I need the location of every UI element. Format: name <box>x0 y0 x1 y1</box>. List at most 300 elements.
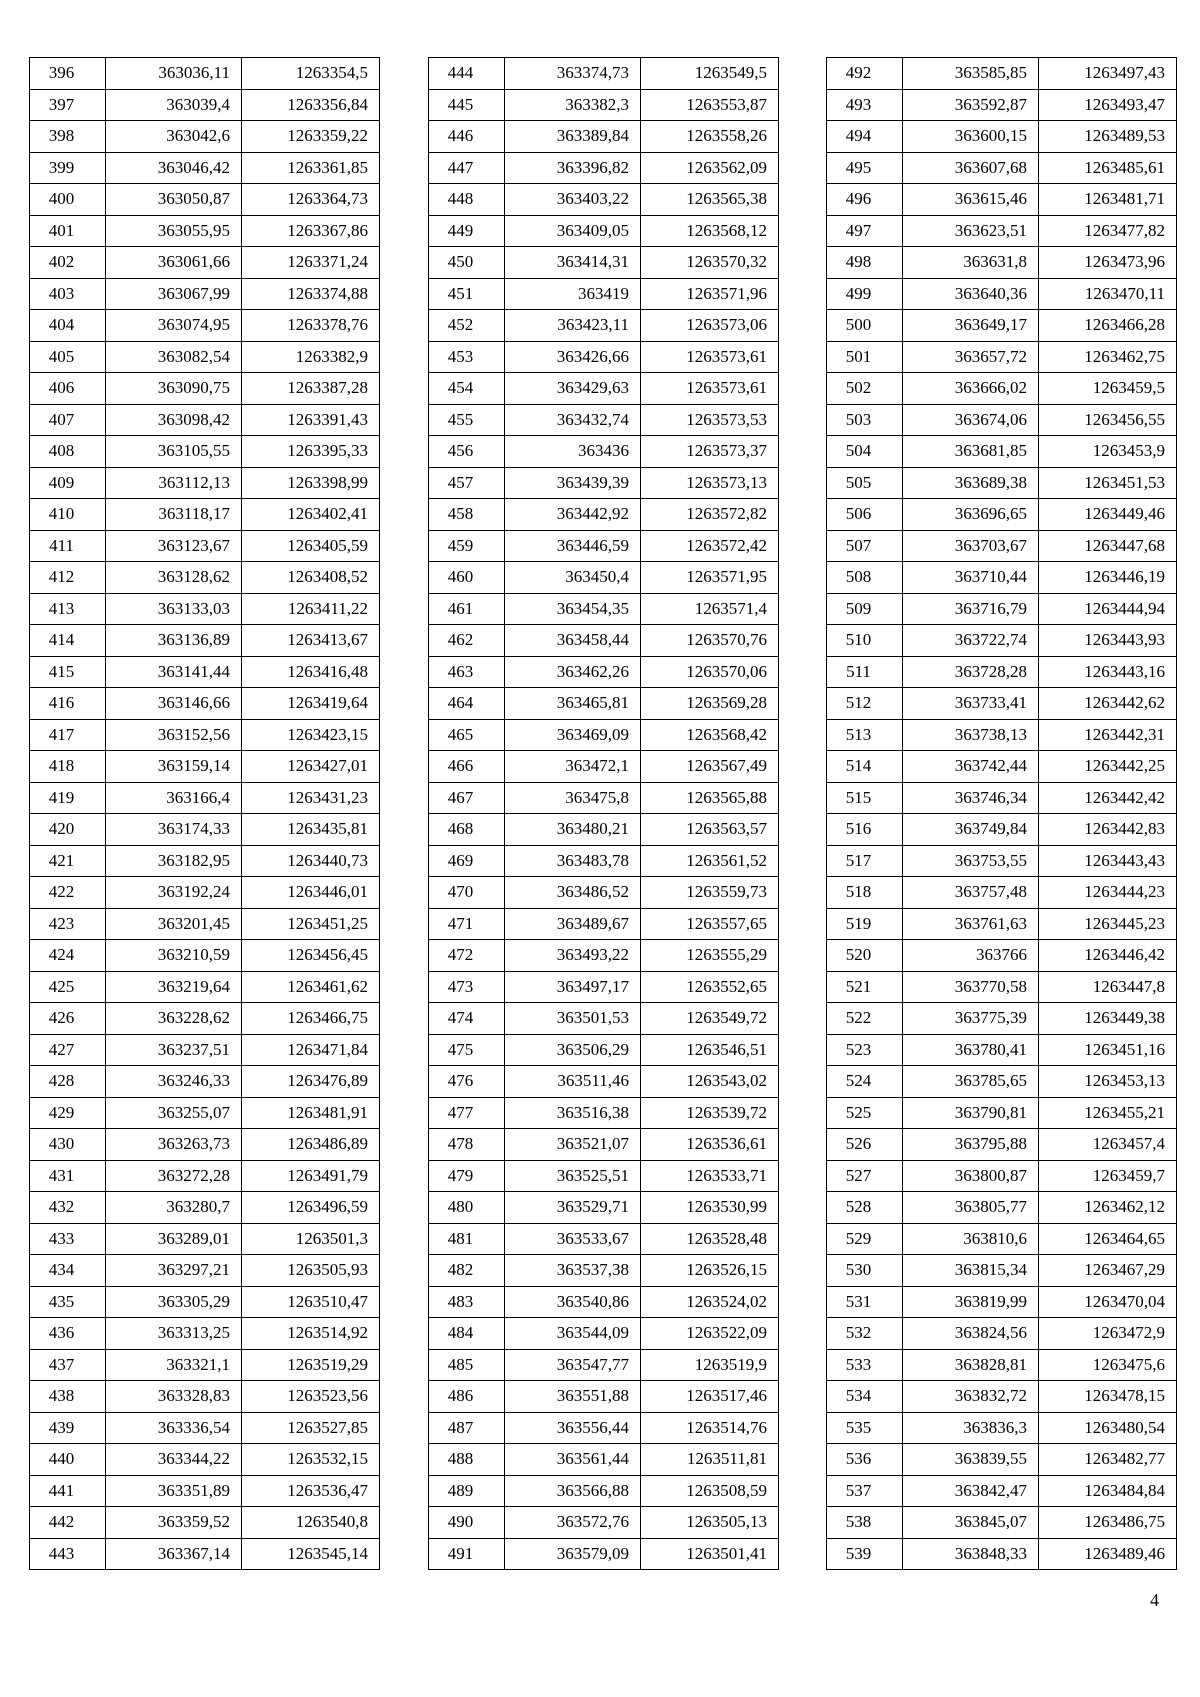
x-coordinate-cell: 363753,55 <box>903 845 1039 877</box>
table-row <box>30 1192 380 1224</box>
x-coordinate-cell: 363436 <box>505 436 641 468</box>
x-coordinate-cell: 363749,84 <box>903 814 1039 846</box>
x-coordinate-cell: 363493,22 <box>505 940 641 972</box>
point-number-cell: 488 <box>429 1444 505 1476</box>
y-coordinate-cell: 1263398,99 <box>242 467 380 499</box>
y-coordinate-cell: 1263555,29 <box>641 940 779 972</box>
point-number-cell: 469 <box>429 845 505 877</box>
table-row <box>30 58 380 90</box>
x-coordinate-cell: 363839,55 <box>903 1444 1039 1476</box>
y-coordinate-cell: 1263570,06 <box>641 656 779 688</box>
table-row <box>827 656 1177 688</box>
table-row <box>827 877 1177 909</box>
table-row <box>30 310 380 342</box>
x-coordinate-cell: 363426,66 <box>505 341 641 373</box>
x-coordinate-cell: 363146,66 <box>106 688 242 720</box>
x-coordinate-cell: 363486,52 <box>505 877 641 909</box>
point-number-cell: 420 <box>30 814 106 846</box>
point-number-cell: 416 <box>30 688 106 720</box>
x-coordinate-cell: 363489,67 <box>505 908 641 940</box>
table-row <box>429 184 779 216</box>
y-coordinate-cell: 1263449,38 <box>1039 1003 1177 1035</box>
coordinate-table-1 <box>29 57 380 1570</box>
x-coordinate-cell: 363556,44 <box>505 1412 641 1444</box>
table-row <box>827 89 1177 121</box>
point-number-cell: 447 <box>429 152 505 184</box>
point-number-cell: 427 <box>30 1034 106 1066</box>
point-number-cell: 424 <box>30 940 106 972</box>
y-coordinate-cell: 1263570,76 <box>641 625 779 657</box>
table-row <box>827 467 1177 499</box>
y-coordinate-cell: 1263405,59 <box>242 530 380 562</box>
x-coordinate-cell: 363439,39 <box>505 467 641 499</box>
y-coordinate-cell: 1263501,3 <box>242 1223 380 1255</box>
point-number-cell: 451 <box>429 278 505 310</box>
x-coordinate-cell: 363666,02 <box>903 373 1039 405</box>
y-coordinate-cell: 1263391,43 <box>242 404 380 436</box>
y-coordinate-cell: 1263435,81 <box>242 814 380 846</box>
table-row <box>827 1286 1177 1318</box>
point-number-cell: 507 <box>827 530 903 562</box>
y-coordinate-cell: 1263562,09 <box>641 152 779 184</box>
y-coordinate-cell: 1263573,13 <box>641 467 779 499</box>
table-row <box>30 1381 380 1413</box>
table-row <box>429 1192 779 1224</box>
table-row <box>827 499 1177 531</box>
table-row <box>429 971 779 1003</box>
point-number-cell: 482 <box>429 1255 505 1287</box>
x-coordinate-cell: 363780,41 <box>903 1034 1039 1066</box>
coordinate-table-2 <box>428 57 779 1570</box>
y-coordinate-cell: 1263442,83 <box>1039 814 1177 846</box>
x-coordinate-cell: 363344,22 <box>106 1444 242 1476</box>
table-row <box>827 58 1177 90</box>
table-row <box>30 499 380 531</box>
y-coordinate-cell: 1263545,14 <box>242 1538 380 1570</box>
point-number-cell: 450 <box>429 247 505 279</box>
y-coordinate-cell: 1263461,62 <box>242 971 380 1003</box>
table-row <box>30 89 380 121</box>
x-coordinate-cell: 363561,44 <box>505 1444 641 1476</box>
table-row <box>429 940 779 972</box>
point-number-cell: 476 <box>429 1066 505 1098</box>
x-coordinate-cell: 363848,33 <box>903 1538 1039 1570</box>
table-row <box>429 1129 779 1161</box>
x-coordinate-cell: 363800,87 <box>903 1160 1039 1192</box>
y-coordinate-cell: 1263443,43 <box>1039 845 1177 877</box>
y-coordinate-cell: 1263486,75 <box>1039 1507 1177 1539</box>
y-coordinate-cell: 1263508,59 <box>641 1475 779 1507</box>
y-coordinate-cell: 1263378,76 <box>242 310 380 342</box>
point-number-cell: 443 <box>30 1538 106 1570</box>
y-coordinate-cell: 1263447,8 <box>1039 971 1177 1003</box>
point-number-cell: 501 <box>827 341 903 373</box>
point-number-cell: 497 <box>827 215 903 247</box>
point-number-cell: 474 <box>429 1003 505 1035</box>
point-number-cell: 535 <box>827 1412 903 1444</box>
y-coordinate-cell: 1263571,95 <box>641 562 779 594</box>
y-coordinate-cell: 1263387,28 <box>242 373 380 405</box>
x-coordinate-cell: 363454,35 <box>505 593 641 625</box>
x-coordinate-cell: 363118,17 <box>106 499 242 531</box>
x-coordinate-cell: 363600,15 <box>903 121 1039 153</box>
table-row <box>30 1507 380 1539</box>
table-row <box>827 1255 1177 1287</box>
point-number-cell: 517 <box>827 845 903 877</box>
table-row <box>827 278 1177 310</box>
y-coordinate-cell: 1263440,73 <box>242 845 380 877</box>
y-coordinate-cell: 1263514,76 <box>641 1412 779 1444</box>
table-row <box>429 1475 779 1507</box>
y-coordinate-cell: 1263456,55 <box>1039 404 1177 436</box>
x-coordinate-cell: 363336,54 <box>106 1412 242 1444</box>
table-row <box>429 215 779 247</box>
x-coordinate-cell: 363533,67 <box>505 1223 641 1255</box>
x-coordinate-cell: 363166,4 <box>106 782 242 814</box>
y-coordinate-cell: 1263568,12 <box>641 215 779 247</box>
point-number-cell: 448 <box>429 184 505 216</box>
point-number-cell: 440 <box>30 1444 106 1476</box>
x-coordinate-cell: 363237,51 <box>106 1034 242 1066</box>
coordinate-table-body <box>429 58 779 1570</box>
table-row <box>827 908 1177 940</box>
point-number-cell: 463 <box>429 656 505 688</box>
table-row <box>429 121 779 153</box>
y-coordinate-cell: 1263462,12 <box>1039 1192 1177 1224</box>
table-row <box>827 1349 1177 1381</box>
table-row <box>429 1255 779 1287</box>
x-coordinate-cell: 363403,22 <box>505 184 641 216</box>
y-coordinate-cell: 1263451,25 <box>242 908 380 940</box>
y-coordinate-cell: 1263505,13 <box>641 1507 779 1539</box>
table-row <box>429 89 779 121</box>
table-row <box>827 1097 1177 1129</box>
y-coordinate-cell: 1263462,75 <box>1039 341 1177 373</box>
table-row <box>429 656 779 688</box>
x-coordinate-cell: 363382,3 <box>505 89 641 121</box>
x-coordinate-cell: 363585,85 <box>903 58 1039 90</box>
y-coordinate-cell: 1263517,46 <box>641 1381 779 1413</box>
y-coordinate-cell: 1263459,5 <box>1039 373 1177 405</box>
x-coordinate-cell: 363289,01 <box>106 1223 242 1255</box>
x-coordinate-cell: 363280,7 <box>106 1192 242 1224</box>
point-number-cell: 470 <box>429 877 505 909</box>
point-number-cell: 444 <box>429 58 505 90</box>
point-number-cell: 527 <box>827 1160 903 1192</box>
point-number-cell: 411 <box>30 530 106 562</box>
table-row <box>429 1034 779 1066</box>
y-coordinate-cell: 1263571,4 <box>641 593 779 625</box>
point-number-cell: 509 <box>827 593 903 625</box>
x-coordinate-cell: 363506,29 <box>505 1034 641 1066</box>
x-coordinate-cell: 363450,4 <box>505 562 641 594</box>
point-number-cell: 502 <box>827 373 903 405</box>
table-row <box>827 593 1177 625</box>
y-coordinate-cell: 1263484,84 <box>1039 1475 1177 1507</box>
point-number-cell: 478 <box>429 1129 505 1161</box>
table-row <box>827 1538 1177 1570</box>
table-row <box>30 1412 380 1444</box>
table-row <box>429 1507 779 1539</box>
x-coordinate-cell: 363790,81 <box>903 1097 1039 1129</box>
x-coordinate-cell: 363845,07 <box>903 1507 1039 1539</box>
point-number-cell: 418 <box>30 751 106 783</box>
table-row <box>429 719 779 751</box>
y-coordinate-cell: 1263402,41 <box>242 499 380 531</box>
point-number-cell: 410 <box>30 499 106 531</box>
x-coordinate-cell: 363046,42 <box>106 152 242 184</box>
table-row <box>30 1475 380 1507</box>
y-coordinate-cell: 1263447,68 <box>1039 530 1177 562</box>
x-coordinate-cell: 363152,56 <box>106 719 242 751</box>
x-coordinate-cell: 363055,95 <box>106 215 242 247</box>
x-coordinate-cell: 363367,14 <box>106 1538 242 1570</box>
point-number-cell: 449 <box>429 215 505 247</box>
point-number-cell: 537 <box>827 1475 903 1507</box>
y-coordinate-cell: 1263446,42 <box>1039 940 1177 972</box>
x-coordinate-cell: 363710,44 <box>903 562 1039 594</box>
point-number-cell: 406 <box>30 373 106 405</box>
table-row <box>30 1538 380 1570</box>
table-row <box>827 1381 1177 1413</box>
point-number-cell: 467 <box>429 782 505 814</box>
x-coordinate-cell: 363182,95 <box>106 845 242 877</box>
x-coordinate-cell: 363516,38 <box>505 1097 641 1129</box>
table-row <box>827 1192 1177 1224</box>
table-row <box>827 152 1177 184</box>
x-coordinate-cell: 363540,86 <box>505 1286 641 1318</box>
x-coordinate-cell: 363446,59 <box>505 530 641 562</box>
x-coordinate-cell: 363174,33 <box>106 814 242 846</box>
coordinate-tables <box>29 57 1179 1569</box>
x-coordinate-cell: 363696,65 <box>903 499 1039 531</box>
table-row <box>827 1412 1177 1444</box>
point-number-cell: 442 <box>30 1507 106 1539</box>
point-number-cell: 524 <box>827 1066 903 1098</box>
point-number-cell: 466 <box>429 751 505 783</box>
point-number-cell: 412 <box>30 562 106 594</box>
y-coordinate-cell: 1263442,42 <box>1039 782 1177 814</box>
point-number-cell: 536 <box>827 1444 903 1476</box>
x-coordinate-cell: 363133,03 <box>106 593 242 625</box>
y-coordinate-cell: 1263523,56 <box>242 1381 380 1413</box>
y-coordinate-cell: 1263553,87 <box>641 89 779 121</box>
point-number-cell: 458 <box>429 499 505 531</box>
table-row <box>827 530 1177 562</box>
y-coordinate-cell: 1263501,41 <box>641 1538 779 1570</box>
point-number-cell: 522 <box>827 1003 903 1035</box>
point-number-cell: 439 <box>30 1412 106 1444</box>
table-row <box>30 719 380 751</box>
table-row <box>429 499 779 531</box>
point-number-cell: 490 <box>429 1507 505 1539</box>
x-coordinate-cell: 363775,39 <box>903 1003 1039 1035</box>
y-coordinate-cell: 1263476,89 <box>242 1066 380 1098</box>
y-coordinate-cell: 1263481,71 <box>1039 184 1177 216</box>
table-row <box>827 404 1177 436</box>
x-coordinate-cell: 363703,67 <box>903 530 1039 562</box>
table-row <box>30 1003 380 1035</box>
y-coordinate-cell: 1263413,67 <box>242 625 380 657</box>
table-row <box>429 1003 779 1035</box>
y-coordinate-cell: 1263519,9 <box>641 1349 779 1381</box>
point-number-cell: 493 <box>827 89 903 121</box>
y-coordinate-cell: 1263451,53 <box>1039 467 1177 499</box>
x-coordinate-cell: 363305,29 <box>106 1286 242 1318</box>
x-coordinate-cell: 363836,3 <box>903 1412 1039 1444</box>
x-coordinate-cell: 363442,92 <box>505 499 641 531</box>
point-number-cell: 408 <box>30 436 106 468</box>
x-coordinate-cell: 363815,34 <box>903 1255 1039 1287</box>
y-coordinate-cell: 1263565,38 <box>641 184 779 216</box>
point-number-cell: 415 <box>30 656 106 688</box>
y-coordinate-cell: 1263505,93 <box>242 1255 380 1287</box>
table-row <box>30 1129 380 1161</box>
y-coordinate-cell: 1263443,16 <box>1039 656 1177 688</box>
x-coordinate-cell: 363746,34 <box>903 782 1039 814</box>
point-number-cell: 475 <box>429 1034 505 1066</box>
x-coordinate-cell: 363219,64 <box>106 971 242 1003</box>
point-number-cell: 516 <box>827 814 903 846</box>
y-coordinate-cell: 1263466,75 <box>242 1003 380 1035</box>
y-coordinate-cell: 1263449,46 <box>1039 499 1177 531</box>
x-coordinate-cell: 363192,24 <box>106 877 242 909</box>
y-coordinate-cell: 1263570,32 <box>641 247 779 279</box>
y-coordinate-cell: 1263485,61 <box>1039 152 1177 184</box>
y-coordinate-cell: 1263573,53 <box>641 404 779 436</box>
x-coordinate-cell: 363819,99 <box>903 1286 1039 1318</box>
table-row <box>429 530 779 562</box>
x-coordinate-cell: 363414,31 <box>505 247 641 279</box>
table-row <box>30 436 380 468</box>
table-row <box>429 782 779 814</box>
y-coordinate-cell: 1263477,82 <box>1039 215 1177 247</box>
table-row <box>30 467 380 499</box>
point-number-cell: 400 <box>30 184 106 216</box>
table-row <box>827 341 1177 373</box>
x-coordinate-cell: 363432,74 <box>505 404 641 436</box>
coordinate-table-body <box>30 58 380 1570</box>
x-coordinate-cell: 363551,88 <box>505 1381 641 1413</box>
point-number-cell: 498 <box>827 247 903 279</box>
x-coordinate-cell: 363529,71 <box>505 1192 641 1224</box>
point-number-cell: 396 <box>30 58 106 90</box>
y-coordinate-cell: 1263491,79 <box>242 1160 380 1192</box>
table-row <box>429 310 779 342</box>
y-coordinate-cell: 1263472,9 <box>1039 1318 1177 1350</box>
point-number-cell: 533 <box>827 1349 903 1381</box>
x-coordinate-cell: 363255,07 <box>106 1097 242 1129</box>
x-coordinate-cell: 363623,51 <box>903 215 1039 247</box>
x-coordinate-cell: 363537,38 <box>505 1255 641 1287</box>
x-coordinate-cell: 363374,73 <box>505 58 641 90</box>
point-number-cell: 455 <box>429 404 505 436</box>
point-number-cell: 500 <box>827 310 903 342</box>
table-row <box>827 971 1177 1003</box>
point-number-cell: 472 <box>429 940 505 972</box>
table-row <box>30 1255 380 1287</box>
point-number-cell: 513 <box>827 719 903 751</box>
point-number-cell: 460 <box>429 562 505 594</box>
y-coordinate-cell: 1263471,84 <box>242 1034 380 1066</box>
x-coordinate-cell: 363201,45 <box>106 908 242 940</box>
table-row <box>827 121 1177 153</box>
y-coordinate-cell: 1263571,96 <box>641 278 779 310</box>
table-row <box>30 247 380 279</box>
table-row <box>429 845 779 877</box>
table-row <box>30 530 380 562</box>
x-coordinate-cell: 363297,21 <box>106 1255 242 1287</box>
y-coordinate-cell: 1263536,61 <box>641 1129 779 1161</box>
y-coordinate-cell: 1263573,61 <box>641 341 779 373</box>
point-number-cell: 445 <box>429 89 505 121</box>
y-coordinate-cell: 1263395,33 <box>242 436 380 468</box>
point-number-cell: 453 <box>429 341 505 373</box>
y-coordinate-cell: 1263539,72 <box>641 1097 779 1129</box>
table-row <box>30 1066 380 1098</box>
x-coordinate-cell: 363272,28 <box>106 1160 242 1192</box>
x-coordinate-cell: 363359,52 <box>106 1507 242 1539</box>
x-coordinate-cell: 363832,72 <box>903 1381 1039 1413</box>
table-row <box>30 908 380 940</box>
point-number-cell: 465 <box>429 719 505 751</box>
table-row <box>30 278 380 310</box>
point-number-cell: 491 <box>429 1538 505 1570</box>
x-coordinate-cell: 363098,42 <box>106 404 242 436</box>
x-coordinate-cell: 363480,21 <box>505 814 641 846</box>
point-number-cell: 471 <box>429 908 505 940</box>
x-coordinate-cell: 363136,89 <box>106 625 242 657</box>
table-row <box>30 782 380 814</box>
table-row <box>30 341 380 373</box>
point-number-cell: 413 <box>30 593 106 625</box>
y-coordinate-cell: 1263514,92 <box>242 1318 380 1350</box>
y-coordinate-cell: 1263456,45 <box>242 940 380 972</box>
point-number-cell: 430 <box>30 1129 106 1161</box>
x-coordinate-cell: 363649,17 <box>903 310 1039 342</box>
y-coordinate-cell: 1263527,85 <box>242 1412 380 1444</box>
x-coordinate-cell: 363742,44 <box>903 751 1039 783</box>
page-number: 4 <box>1150 1590 1159 1610</box>
y-coordinate-cell: 1263364,73 <box>242 184 380 216</box>
point-number-cell: 489 <box>429 1475 505 1507</box>
x-coordinate-cell: 363423,11 <box>505 310 641 342</box>
table-row <box>30 1349 380 1381</box>
table-row <box>30 184 380 216</box>
point-number-cell: 405 <box>30 341 106 373</box>
x-coordinate-cell: 363061,66 <box>106 247 242 279</box>
table-row <box>429 1286 779 1318</box>
coordinate-table-3 <box>826 57 1177 1570</box>
point-number-cell: 486 <box>429 1381 505 1413</box>
point-number-cell: 398 <box>30 121 106 153</box>
x-coordinate-cell: 363036,11 <box>106 58 242 90</box>
point-number-cell: 461 <box>429 593 505 625</box>
y-coordinate-cell: 1263354,5 <box>242 58 380 90</box>
table-row <box>429 436 779 468</box>
table-row <box>429 593 779 625</box>
point-number-cell: 435 <box>30 1286 106 1318</box>
y-coordinate-cell: 1263572,82 <box>641 499 779 531</box>
x-coordinate-cell: 363738,13 <box>903 719 1039 751</box>
y-coordinate-cell: 1263473,96 <box>1039 247 1177 279</box>
table-row <box>429 1160 779 1192</box>
table-row <box>429 278 779 310</box>
table-row <box>827 1223 1177 1255</box>
point-number-cell: 399 <box>30 152 106 184</box>
x-coordinate-cell: 363050,87 <box>106 184 242 216</box>
table-row <box>429 562 779 594</box>
